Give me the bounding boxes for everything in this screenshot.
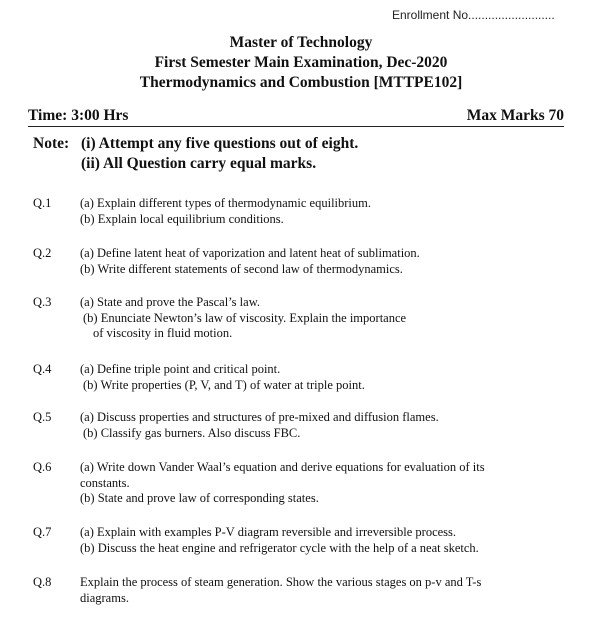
question-6 (33, 460, 573, 507)
note-line-1: (i) Attempt any five questions out of eight. (81, 135, 359, 152)
exam-title: First Semester Main Examination, Dec-2020 (154, 54, 448, 71)
enrollment-no: Enrollment No.......................... (392, 8, 555, 22)
question-number: Q.8 (33, 575, 52, 589)
question-line: (b) Classify gas burners. Also discuss FBC. (83, 425, 301, 440)
question-line: (a) Define latent heat of vaporization and latent heat of sublimation. (80, 246, 420, 260)
question-number: Q.6 (33, 460, 52, 474)
question-line: constants. (80, 475, 130, 490)
question-line: diagrams. (80, 590, 129, 605)
question-line: (b) Discuss the heat engine and refrigerator cycle with the help of a neat sketch. (80, 540, 479, 555)
note-line-2: (ii) All Question carry equal marks. (81, 155, 317, 172)
question-line: (b) Enunciate Newton’s law of viscosity. Explain the importance (83, 310, 407, 325)
question-line: (b) State and prove law of corresponding states. (80, 491, 319, 505)
meta-row (28, 107, 564, 127)
question-7 (33, 525, 573, 556)
question-line: (a) Explain with examples P-V diagram reversible and irreversible process. (80, 525, 457, 539)
question-line: Explain the process of steam generation. Show the various stages on p-v and T-s (80, 575, 482, 589)
question-line: (a) Explain different types of thermodynamic equilibrium. (80, 196, 372, 210)
question-3 (33, 295, 573, 342)
question-number: Q.3 (33, 295, 52, 309)
question-1 (33, 196, 573, 227)
question-number: Q.2 (33, 246, 52, 260)
question-line: (a) Write down Vander Waal’s equation and derive equations for evaluation of its (80, 460, 485, 474)
question-4 (33, 362, 573, 393)
question-8 (33, 575, 573, 606)
question-line: (b) Write different statements of second law of thermodynamics. (80, 261, 403, 276)
question-number: Q.7 (33, 525, 52, 539)
question-line: (b) Explain local equilibrium conditions. (80, 211, 284, 226)
question-number: Q.1 (33, 196, 52, 210)
subject-title: Thermodynamics and Combustion [MTTPE102] (139, 74, 463, 91)
question-line: (a) Define triple point and critical point. (80, 362, 281, 376)
exam-header (0, 33, 602, 93)
max-marks-label: Max Marks 70 (466, 107, 564, 124)
question-2 (33, 246, 573, 277)
question-line: (b) Write properties (P, V, and T) of water at triple point. (83, 377, 365, 392)
question-line: (a) Discuss properties and structures of pre-mixed and diffusion flames. (80, 410, 439, 424)
degree-title: Master of Technology (229, 34, 373, 51)
note-block (33, 134, 358, 174)
time-label: Time: 3:00 Hrs (28, 107, 129, 124)
note-label: Note: (33, 135, 70, 152)
question-5 (33, 410, 573, 441)
question-number: Q.5 (33, 410, 52, 424)
question-line: (a) State and prove the Pascal’s law. (80, 295, 261, 309)
question-number: Q.4 (33, 362, 52, 376)
question-line: of viscosity in fluid motion. (93, 326, 233, 340)
